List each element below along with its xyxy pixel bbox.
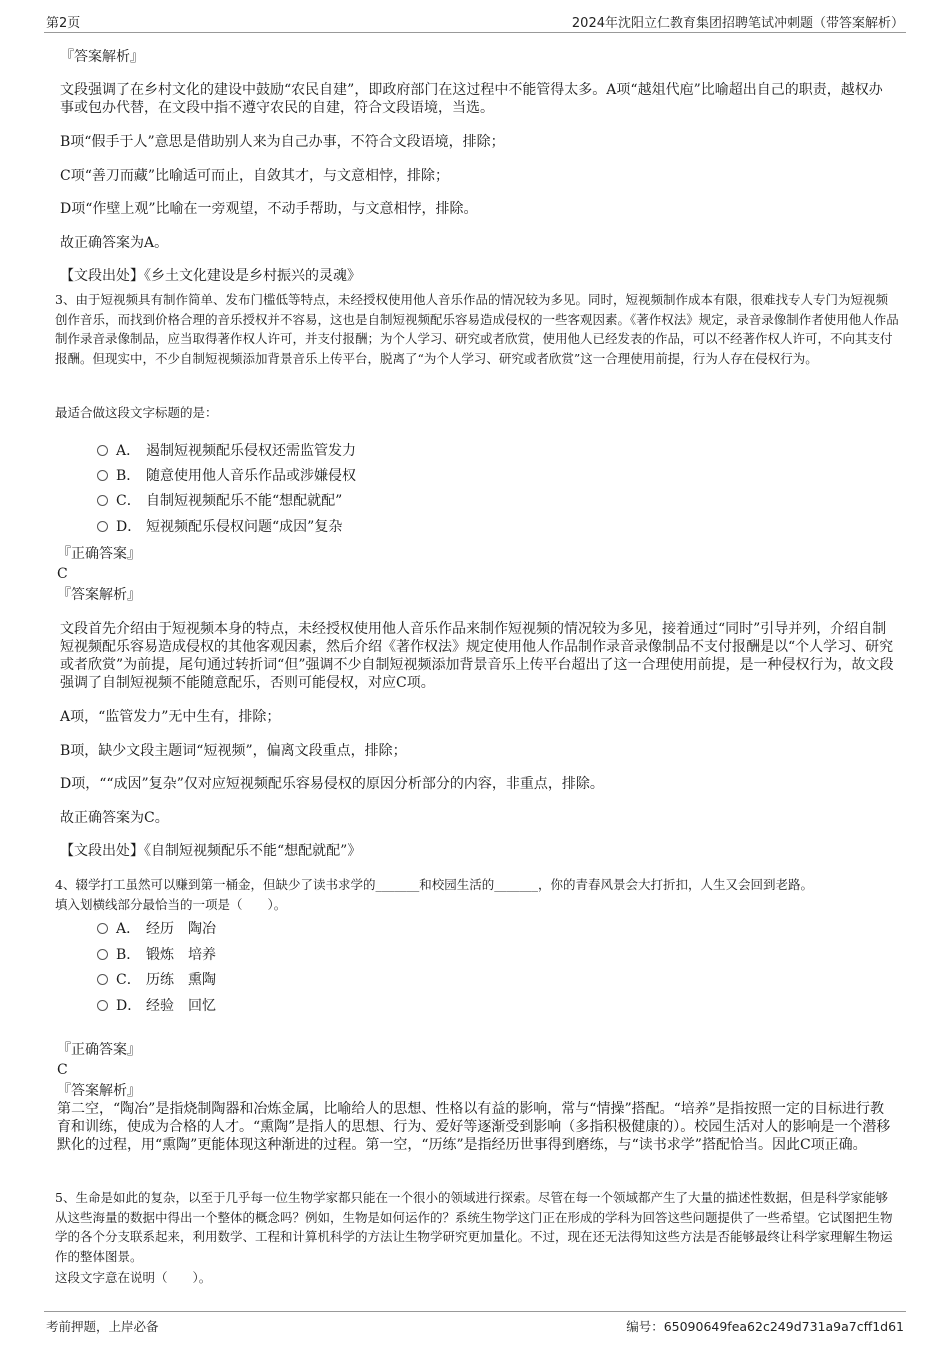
- q3-conclusion: 故正确答案为C。: [60, 810, 169, 826]
- page-number: 第2页: [46, 16, 81, 31]
- radio-button[interactable]: [97, 974, 108, 985]
- q3-answer-label: 『正确答案』: [57, 546, 141, 562]
- q4-option-d[interactable]: D． 经验 回忆: [97, 997, 216, 1015]
- q5-prompt: 这段文字意在说明（ ）。: [55, 1270, 212, 1285]
- q3-line-d: D项，““成因”复杂”仅对应短视频配乐容易侵权的原因分析部分的内容，非重点，排除。: [60, 776, 604, 792]
- q4-stem: 4、辍学打工虽然可以赚到第一桶金，但缺少了读书求学的_______和校园生活的_______，你的青春风景会大打折扣，人生又会回到老路。: [55, 877, 813, 892]
- q3-prompt: 最适合做这段文字标题的是：: [55, 405, 218, 420]
- document-title: 2024年沈阳立仁教育集团招聘笔试冲刺题（带答案解析）: [571, 16, 904, 31]
- q2-line-b: B项“假手于人”意思是借助别人来为自己办事，不符合文段语境，排除；: [60, 134, 505, 150]
- page-header: [44, 10, 906, 33]
- q2-line-c: C项“善刀而藏”比喻适可而止，自敛其才，与文意相悖，排除；: [60, 168, 450, 184]
- q5-stem: 5、生命是如此的复杂，以至于几乎每一位生物学家都只能在一个很小的领域进行探索。尽管在每一个领域都产生了大量的描述性数据，但是科学家能够从这些海量的数据中得出一个整体的概念吗？例如，生物是如何运作的？系统生物学这门正在形成的学科为回答这些问题提供了一些希望。它试图把生物学的各个分支联系起来，利用数学、工程和计算机科学的方法让生物学研究更加量化。不过，现在还无法得知这些方法是否能够最终让科学家理解生物运作的整体图景。: [55, 1190, 893, 1264]
- q3-answer: C: [57, 566, 68, 582]
- q3-option-d[interactable]: D． 短视频配乐侵权问题“成因”复杂: [97, 518, 342, 536]
- radio-button[interactable]: [97, 495, 108, 506]
- radio-button[interactable]: [97, 923, 108, 934]
- q3-analysis-text: 文段首先介绍由于短视频本身的特点，未经授权使用他人音乐作品来制作短视频的情况较为多见，接着通过“同时”引导并列，介绍自制短视频配乐容易造成侵权的其他客观因素，然后介绍《著作权法》规定使用他人作品制作录音录像制品不支付报酬是以“个人学习、研究或者欣赏”为前提，尾句通过转折词“但”强调不少自制短视频添加背景音乐上传平台超出了这一合理使用前提，是一种侵权行为，故文段强调了自制短视频不能随意配乐，否则可能侵权，对应C项。: [60, 621, 894, 691]
- q4-answer: C: [57, 1062, 68, 1078]
- q3-source: 【文段出处】《自制短视频配乐不能“想配就配”》: [60, 843, 362, 859]
- q3-option-b[interactable]: B． 随意使用他人音乐作品或涉嫌侵权: [97, 467, 356, 485]
- q4-prompt: 填入划横线部分最恰当的一项是（ ）。: [55, 897, 287, 912]
- radio-button[interactable]: [97, 445, 108, 456]
- q3-line-b: B项，缺少文段主题词“短视频”，偏离文段重点，排除；: [60, 743, 407, 759]
- q4-option-a[interactable]: A． 经历 陶冶: [97, 920, 216, 938]
- q3-option-c[interactable]: C． 自制短视频配乐不能“想配就配”: [97, 492, 342, 510]
- q2-conclusion: 故正确答案为A。: [60, 235, 169, 251]
- radio-button[interactable]: [97, 470, 108, 481]
- footer-motto: 考前押题，上岸必备: [46, 1319, 159, 1334]
- q4-option-c[interactable]: C． 历练 熏陶: [97, 971, 216, 989]
- q2-analysis-label: 『答案解析』: [60, 49, 144, 65]
- footer-code: 编号：65090649fea62c249d731a9a7cff1d61: [626, 1319, 904, 1334]
- radio-button[interactable]: [97, 949, 108, 960]
- q4-analysis-label: 『答案解析』: [57, 1083, 141, 1099]
- q4-answer-label: 『正确答案』: [57, 1042, 141, 1058]
- q2-line-d: D项“作壁上观”比喻在一旁观望，不动手帮助，与文意相悖，排除。: [60, 201, 478, 217]
- q3-analysis-label: 『答案解析』: [57, 587, 141, 603]
- q3-line-a: A项，“监管发力”无中生有，排除；: [60, 709, 281, 725]
- radio-button[interactable]: [97, 521, 108, 532]
- radio-button[interactable]: [97, 1000, 108, 1011]
- q4-option-b[interactable]: B． 锻炼 培养: [97, 946, 216, 964]
- q2-analysis-text: 文段强调了在乡村文化的建设中鼓励“农民自建”，即政府部门在这过程中不能管得太多。A项“越俎代庖”比喻超出自己的职责，越权办事或包办代替，在文段中指不遵守农民的自建，符合文段语境，当选。: [60, 82, 883, 116]
- q3-stem: 3、由于短视频具有制作简单、发布门槛低等特点，未经授权使用他人音乐作品的情况较为多见。同时，短视频制作成本有限，很难找专人专门为短视频创作音乐，而找到价格合理的音乐授权并不容易，这也是自制短视频配乐容易造成侵权的一些客观因素。《著作权法》规定，录音录像制作者使用他人作品制作录音录像制品，应当取得著作权人许可，并支付报酬；为个人学习、研究或者欣赏，使用他人已经发表的作品，可以不经著作权人许可，不向其支付报酬。但现实中，不少自制短视频添加背景音乐上传平台，脱离了“为个人学习、研究或者欣赏”这一合理使用前提，行为人存在侵权行为。: [55, 292, 899, 366]
- page-footer: [44, 1311, 906, 1338]
- q2-source: 【文段出处】《乡土文化建设是乡村振兴的灵魂》: [60, 268, 361, 284]
- q4-analysis-text: 第二空，“陶冶”是指烧制陶器和冶炼金属，比喻给人的思想、性格以有益的影响，常与“情操”搭配。“培养”是指按照一定的目标进行教育和训练，使成为合格的人才。“熏陶”是指人的思想、行为、爱好等逐渐受到影响（多指积极健康的）。校园生活对人的影响是一个潜移默化的过程，用“熏陶”更能体现这种渐进的过程。第一空，“历练”是指经历世事得到磨练，与“读书求学”搭配恰当。因此C项正确。: [57, 1101, 891, 1153]
- q3-option-a[interactable]: A． 遏制短视频配乐侵权还需监管发力: [97, 442, 356, 460]
